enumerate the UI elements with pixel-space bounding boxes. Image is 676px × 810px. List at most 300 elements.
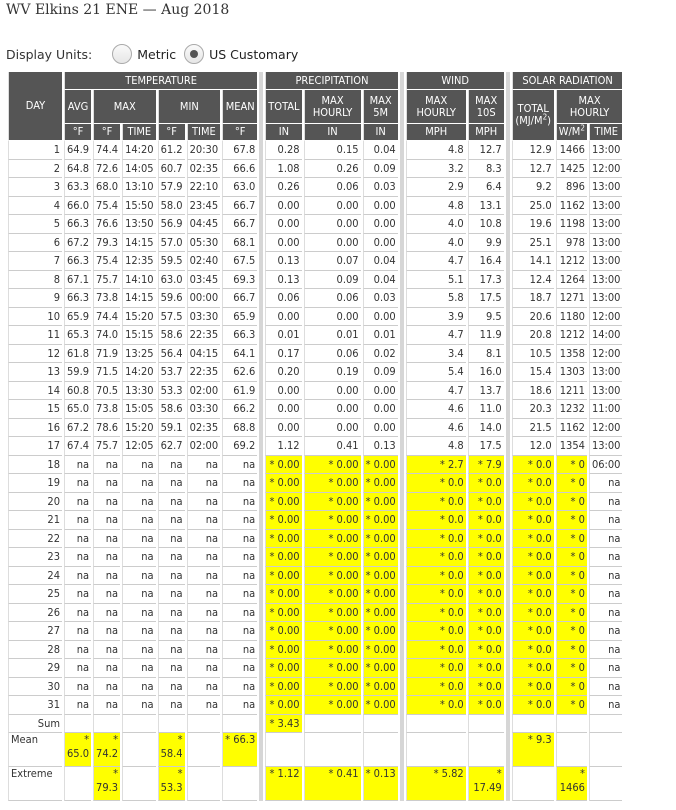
cell-avg: 67.2 bbox=[64, 234, 91, 253]
cell-min-time: 22:10 bbox=[187, 178, 221, 197]
cell-w-10s: * 0.0 bbox=[468, 659, 504, 678]
cell-p-5m: 0.00 bbox=[363, 215, 398, 234]
table-row bbox=[8, 382, 622, 401]
cell-min: na bbox=[158, 567, 185, 586]
cell-day: 26 bbox=[8, 604, 62, 623]
solar-total-header: TOTAL $(MJ/M^2)$ bbox=[512, 90, 554, 141]
cell-w-hourly: 4.8 bbox=[406, 197, 466, 216]
cell-s-time: 13:00 bbox=[589, 141, 623, 160]
cell-p-5m: 0.04 bbox=[363, 271, 398, 290]
cell-w-10s: 10.8 bbox=[468, 215, 504, 234]
cell-mean: 62.6 bbox=[222, 363, 257, 382]
table-row bbox=[8, 363, 622, 382]
table-row bbox=[8, 548, 622, 567]
table-row bbox=[8, 696, 622, 715]
cell-avg: 65.9 bbox=[64, 308, 91, 327]
cell-s-max: * 0 bbox=[556, 585, 587, 604]
extreme-wind-hourly: * 5.82 bbox=[406, 767, 466, 801]
cell-s-time: na bbox=[589, 641, 623, 660]
cell-avg: na bbox=[64, 678, 91, 697]
cell-max-time: 12:35 bbox=[122, 252, 156, 271]
table-row bbox=[8, 622, 622, 641]
mean-mean: * 66.3 bbox=[222, 733, 257, 767]
cell-w-10s: 16.0 bbox=[468, 363, 504, 382]
unit-precip-5m: IN bbox=[363, 124, 398, 141]
cell-min-time: 03:45 bbox=[187, 271, 221, 290]
cell-max: 75.4 bbox=[93, 197, 120, 216]
cell-avg: 67.1 bbox=[64, 271, 91, 290]
cell-s-total: 25.0 bbox=[512, 197, 554, 216]
cell-min-time: na bbox=[187, 474, 221, 493]
cell-min-time: na bbox=[187, 696, 221, 715]
cell-p-total: * 0.00 bbox=[265, 548, 301, 567]
cell-min-time: 02:00 bbox=[187, 382, 221, 401]
cell-min: na bbox=[158, 511, 185, 530]
cell-s-time: 06:00 bbox=[589, 456, 623, 475]
cell-max: na bbox=[93, 456, 120, 475]
cell-p-5m: 0.02 bbox=[363, 345, 398, 364]
cell-p-hourly: 0.00 bbox=[304, 382, 361, 401]
wind-max-10s-header: MAX 10S bbox=[468, 90, 504, 124]
cell-max: 75.4 bbox=[93, 252, 120, 271]
cell-min: 58.6 bbox=[158, 400, 185, 419]
solar-max-hourly-header: MAX HOURLY bbox=[556, 90, 623, 124]
precipitation-header: PRECIPITATION bbox=[265, 72, 397, 90]
cell-s-total: 9.2 bbox=[512, 178, 554, 197]
table-row bbox=[8, 659, 622, 678]
cell-min: na bbox=[158, 530, 185, 549]
cell-s-total: * 0.0 bbox=[512, 511, 554, 530]
cell-s-max: * 0 bbox=[556, 604, 587, 623]
cell-mean: na bbox=[222, 511, 257, 530]
cell-s-time: 13:00 bbox=[589, 382, 623, 401]
cell-max: na bbox=[93, 678, 120, 697]
cell-p-hourly: * 0.00 bbox=[304, 696, 361, 715]
cell-p-5m: 0.03 bbox=[363, 289, 398, 308]
cell-avg: na bbox=[64, 567, 91, 586]
cell-max-time: na bbox=[122, 622, 156, 641]
wind-header: WIND bbox=[406, 72, 504, 90]
cell-s-time: 13:00 bbox=[589, 178, 623, 197]
cell-s-total: * 0.0 bbox=[512, 585, 554, 604]
cell-min: 62.7 bbox=[158, 437, 185, 456]
cell-w-hourly: 4.0 bbox=[406, 234, 466, 253]
cell-s-max: 1232 bbox=[556, 400, 587, 419]
cell-s-max: * 0 bbox=[556, 641, 587, 660]
cell-avg: na bbox=[64, 641, 91, 660]
cell-p-total: 0.00 bbox=[265, 308, 301, 327]
cell-p-hourly: * 0.00 bbox=[304, 530, 361, 549]
cell-max-time: 15:20 bbox=[122, 419, 156, 438]
cell-mean: 66.6 bbox=[222, 160, 257, 179]
display-units-label: Display Units: bbox=[6, 46, 93, 62]
cell-w-hourly: 5.1 bbox=[406, 271, 466, 290]
cell-mean: na bbox=[222, 604, 257, 623]
cell-s-time: na bbox=[589, 474, 623, 493]
cell-max-time: 14:10 bbox=[122, 271, 156, 290]
cell-p-total: 0.20 bbox=[265, 363, 301, 382]
cell-p-hourly: 0.41 bbox=[304, 437, 361, 456]
cell-mean: na bbox=[222, 530, 257, 549]
cell-max-time: na bbox=[122, 641, 156, 660]
cell-s-time: 13:00 bbox=[589, 234, 623, 253]
table-row bbox=[8, 493, 622, 512]
extreme-wind-10s: * 17.49 bbox=[468, 767, 504, 801]
cell-max: 68.0 bbox=[93, 178, 120, 197]
cell-p-total: * 0.00 bbox=[265, 641, 301, 660]
cell-max-time: 13:30 bbox=[122, 382, 156, 401]
table-row bbox=[8, 456, 622, 475]
cell-p-hourly: * 0.00 bbox=[304, 493, 361, 512]
cell-p-total: * 0.00 bbox=[265, 678, 301, 697]
cell-s-total: 19.6 bbox=[512, 215, 554, 234]
cell-p-hourly: * 0.00 bbox=[304, 604, 361, 623]
cell-p-hourly: 0.00 bbox=[304, 197, 361, 216]
cell-p-total: * 0.00 bbox=[265, 474, 301, 493]
cell-s-total: * 0.0 bbox=[512, 622, 554, 641]
cell-w-hourly: * 0.0 bbox=[406, 530, 466, 549]
cell-p-5m: * 0.00 bbox=[363, 604, 398, 623]
cell-w-10s: * 0.0 bbox=[468, 493, 504, 512]
us-customary-label[interactable]: US Customary bbox=[209, 46, 299, 62]
cell-avg: na bbox=[64, 474, 91, 493]
cell-day: 14 bbox=[8, 382, 62, 401]
cell-w-hourly: 5.8 bbox=[406, 289, 466, 308]
table-row bbox=[8, 345, 622, 364]
cell-s-max: 978 bbox=[556, 234, 587, 253]
cell-s-total: 10.5 bbox=[512, 345, 554, 364]
cell-s-time: 13:00 bbox=[589, 271, 623, 290]
table-row bbox=[8, 178, 622, 197]
cell-p-total: * 0.00 bbox=[265, 622, 301, 641]
cell-p-hourly: 0.06 bbox=[304, 178, 361, 197]
cell-min-time: 02:00 bbox=[187, 437, 221, 456]
cell-w-10s: 13.1 bbox=[468, 197, 504, 216]
unit-max-f: °F bbox=[93, 124, 120, 141]
table-row bbox=[8, 289, 622, 308]
table-row bbox=[8, 567, 622, 586]
cell-min: na bbox=[158, 622, 185, 641]
cell-w-hourly: * 0.0 bbox=[406, 548, 466, 567]
cell-max-time: na bbox=[122, 474, 156, 493]
cell-day: 18 bbox=[8, 456, 62, 475]
cell-avg: na bbox=[64, 456, 91, 475]
cell-w-10s: 11.9 bbox=[468, 326, 504, 345]
cell-p-5m: 0.00 bbox=[363, 197, 398, 216]
cell-mean: na bbox=[222, 493, 257, 512]
cell-s-time: 13:00 bbox=[589, 363, 623, 382]
cell-s-total: * 0.0 bbox=[512, 696, 554, 715]
summary-rows bbox=[8, 715, 622, 802]
cell-w-10s: * 7.9 bbox=[468, 456, 504, 475]
cell-day: 7 bbox=[8, 252, 62, 271]
cell-min-time: 05:30 bbox=[187, 234, 221, 253]
cell-max: 72.6 bbox=[93, 160, 120, 179]
cell-s-max: 1303 bbox=[556, 363, 587, 382]
cell-s-max: 1264 bbox=[556, 271, 587, 290]
cell-day: 30 bbox=[8, 678, 62, 697]
cell-w-hourly: 5.4 bbox=[406, 363, 466, 382]
cell-min: 57.0 bbox=[158, 234, 185, 253]
cell-p-total: * 0.00 bbox=[265, 493, 301, 512]
cell-s-total: * 0.0 bbox=[512, 604, 554, 623]
cell-w-hourly: * 0.0 bbox=[406, 585, 466, 604]
cell-s-max: * 0 bbox=[556, 493, 587, 512]
cell-max: 79.3 bbox=[93, 234, 120, 253]
cell-s-total: 12.9 bbox=[512, 141, 554, 160]
us-customary-radio[interactable] bbox=[184, 44, 204, 64]
cell-mean: 68.8 bbox=[222, 419, 257, 438]
cell-w-10s: 14.0 bbox=[468, 419, 504, 438]
cell-day: 17 bbox=[8, 437, 62, 456]
cell-s-max: 1211 bbox=[556, 382, 587, 401]
cell-p-hourly: 0.19 bbox=[304, 363, 361, 382]
cell-p-5m: 0.04 bbox=[363, 141, 398, 160]
cell-w-hourly: 4.6 bbox=[406, 400, 466, 419]
cell-min: na bbox=[158, 604, 185, 623]
cell-day: 5 bbox=[8, 215, 62, 234]
cell-p-5m: 0.13 bbox=[363, 437, 398, 456]
cell-p-5m: * 0.00 bbox=[363, 696, 398, 715]
cell-avg: na bbox=[64, 530, 91, 549]
cell-s-total: 12.0 bbox=[512, 437, 554, 456]
cell-mean: 64.1 bbox=[222, 345, 257, 364]
cell-s-max: * 0 bbox=[556, 678, 587, 697]
cell-p-5m: * 0.00 bbox=[363, 567, 398, 586]
mean-solar-total: * 9.3 bbox=[512, 733, 554, 767]
cell-day: 25 bbox=[8, 585, 62, 604]
cell-s-max: 1180 bbox=[556, 308, 587, 327]
cell-s-total: 14.1 bbox=[512, 252, 554, 271]
cell-w-10s: * 0.0 bbox=[468, 622, 504, 641]
cell-avg: 66.3 bbox=[64, 289, 91, 308]
cell-max-time: 14:15 bbox=[122, 289, 156, 308]
cell-day: 12 bbox=[8, 345, 62, 364]
cell-w-10s: 12.7 bbox=[468, 141, 504, 160]
cell-w-10s: 13.7 bbox=[468, 382, 504, 401]
table-row bbox=[8, 641, 622, 660]
table-row bbox=[8, 326, 622, 345]
cell-s-total: 12.7 bbox=[512, 160, 554, 179]
cell-max: 75.7 bbox=[93, 437, 120, 456]
cell-p-hourly: * 0.00 bbox=[304, 548, 361, 567]
table-row bbox=[8, 234, 622, 253]
cell-w-hourly: 4.8 bbox=[406, 141, 466, 160]
extreme-row bbox=[8, 767, 622, 801]
cell-day: 4 bbox=[8, 197, 62, 216]
cell-p-5m: * 0.00 bbox=[363, 659, 398, 678]
cell-w-hourly: 4.7 bbox=[406, 326, 466, 345]
cell-w-10s: * 0.0 bbox=[468, 511, 504, 530]
cell-mean: na bbox=[222, 456, 257, 475]
cell-p-total: 1.08 bbox=[265, 160, 301, 179]
unit-solar-wm2: $W/M^2$ bbox=[556, 124, 587, 141]
cell-s-time: 13:00 bbox=[589, 289, 623, 308]
cell-s-time: 13:00 bbox=[589, 437, 623, 456]
cell-mean: na bbox=[222, 622, 257, 641]
table-row bbox=[8, 308, 622, 327]
mean-row bbox=[8, 733, 622, 767]
cell-min-time: 23:45 bbox=[187, 197, 221, 216]
cell-p-total: * 0.00 bbox=[265, 696, 301, 715]
cell-w-10s: * 0.0 bbox=[468, 585, 504, 604]
cell-s-total: * 0.0 bbox=[512, 548, 554, 567]
cell-min: 59.5 bbox=[158, 252, 185, 271]
table-row bbox=[8, 141, 622, 160]
cell-max: na bbox=[93, 548, 120, 567]
cell-s-time: 12:00 bbox=[589, 345, 623, 364]
cell-min: 56.4 bbox=[158, 345, 185, 364]
cell-avg: na bbox=[64, 493, 91, 512]
cell-min-time: na bbox=[187, 641, 221, 660]
cell-w-hourly: 3.9 bbox=[406, 308, 466, 327]
cell-s-total: * 0.0 bbox=[512, 474, 554, 493]
cell-avg: 66.0 bbox=[64, 197, 91, 216]
extreme-solar-max: * 1466 bbox=[556, 767, 587, 801]
cell-day: 10 bbox=[8, 308, 62, 327]
metric-radio[interactable] bbox=[112, 44, 132, 64]
cell-p-hourly: * 0.00 bbox=[304, 641, 361, 660]
cell-avg: 66.3 bbox=[64, 215, 91, 234]
cell-day: 23 bbox=[8, 548, 62, 567]
cell-min: 63.0 bbox=[158, 271, 185, 290]
cell-max: na bbox=[93, 493, 120, 512]
cell-day: 2 bbox=[8, 160, 62, 179]
cell-min: na bbox=[158, 456, 185, 475]
temperature-header: TEMPERATURE bbox=[64, 72, 257, 90]
cell-day: 27 bbox=[8, 622, 62, 641]
unit-avg-f: °F bbox=[64, 124, 91, 141]
cell-w-hourly: * 0.0 bbox=[406, 696, 466, 715]
mean-avg: * 65.0 bbox=[64, 733, 91, 767]
cell-w-hourly: 4.8 bbox=[406, 437, 466, 456]
cell-max: na bbox=[93, 696, 120, 715]
cell-max: na bbox=[93, 604, 120, 623]
cell-max: 78.6 bbox=[93, 419, 120, 438]
cell-mean: na bbox=[222, 659, 257, 678]
cell-s-max: 1271 bbox=[556, 289, 587, 308]
cell-max-time: na bbox=[122, 511, 156, 530]
cell-p-5m: * 0.00 bbox=[363, 641, 398, 660]
cell-s-max: 1466 bbox=[556, 141, 587, 160]
cell-w-hourly: 4.7 bbox=[406, 252, 466, 271]
display-units bbox=[6, 44, 306, 64]
unit-wind-hourly: MPH bbox=[406, 124, 466, 141]
cell-w-10s: * 0.0 bbox=[468, 641, 504, 660]
cell-max: na bbox=[93, 585, 120, 604]
temp-avg-header: AVG bbox=[64, 90, 91, 124]
unit-wind-10s: MPH bbox=[468, 124, 504, 141]
cell-avg: 65.0 bbox=[64, 400, 91, 419]
cell-p-hourly: 0.00 bbox=[304, 308, 361, 327]
cell-p-5m: * 0.00 bbox=[363, 678, 398, 697]
cell-s-time: na bbox=[589, 530, 623, 549]
cell-p-total: 0.28 bbox=[265, 141, 301, 160]
cell-s-total: * 0.0 bbox=[512, 530, 554, 549]
cell-p-hourly: 0.09 bbox=[304, 271, 361, 290]
cell-day: 15 bbox=[8, 400, 62, 419]
cell-day: 3 bbox=[8, 178, 62, 197]
cell-p-total: 0.13 bbox=[265, 252, 301, 271]
cell-s-max: 896 bbox=[556, 178, 587, 197]
cell-min: na bbox=[158, 474, 185, 493]
cell-s-time: na bbox=[589, 678, 623, 697]
cell-p-hourly: * 0.00 bbox=[304, 622, 361, 641]
metric-label[interactable]: Metric bbox=[137, 46, 177, 62]
cell-p-5m: * 0.00 bbox=[363, 493, 398, 512]
cell-w-10s: * 0.0 bbox=[468, 696, 504, 715]
cell-p-5m: * 0.00 bbox=[363, 585, 398, 604]
cell-s-total: * 0.0 bbox=[512, 456, 554, 475]
unit-precip-hourly: IN bbox=[304, 124, 361, 141]
cell-avg: na bbox=[64, 659, 91, 678]
cell-max: 74.4 bbox=[93, 141, 120, 160]
daily-rows bbox=[8, 141, 622, 715]
cell-p-total: 0.06 bbox=[265, 289, 301, 308]
cell-p-hourly: * 0.00 bbox=[304, 678, 361, 697]
cell-mean: 69.2 bbox=[222, 437, 257, 456]
cell-s-max: 1354 bbox=[556, 437, 587, 456]
cell-s-total: 21.5 bbox=[512, 419, 554, 438]
cell-p-total: * 0.00 bbox=[265, 567, 301, 586]
cell-min-time: na bbox=[187, 493, 221, 512]
cell-s-time: na bbox=[589, 567, 623, 586]
cell-min: na bbox=[158, 641, 185, 660]
cell-avg: 65.3 bbox=[64, 326, 91, 345]
cell-max: na bbox=[93, 530, 120, 549]
cell-max-time: na bbox=[122, 678, 156, 697]
cell-mean: na bbox=[222, 678, 257, 697]
cell-w-hourly: 4.7 bbox=[406, 382, 466, 401]
cell-p-total: 1.12 bbox=[265, 437, 301, 456]
cell-avg: na bbox=[64, 548, 91, 567]
cell-max-time: 14:20 bbox=[122, 141, 156, 160]
wind-max-hourly-header: MAX HOURLY bbox=[406, 90, 466, 124]
cell-max-time: 14:05 bbox=[122, 160, 156, 179]
cell-min: 53.3 bbox=[158, 382, 185, 401]
cell-avg: 64.9 bbox=[64, 141, 91, 160]
cell-p-total: 0.00 bbox=[265, 382, 301, 401]
cell-day: 8 bbox=[8, 271, 62, 290]
cell-s-time: na bbox=[589, 511, 623, 530]
table-row bbox=[8, 437, 622, 456]
cell-p-5m: * 0.00 bbox=[363, 456, 398, 475]
cell-max: 73.8 bbox=[93, 400, 120, 419]
cell-min: na bbox=[158, 493, 185, 512]
cell-max: na bbox=[93, 474, 120, 493]
cell-mean: 66.7 bbox=[222, 215, 257, 234]
table-row bbox=[8, 474, 622, 493]
cell-min-time: na bbox=[187, 659, 221, 678]
cell-p-5m: 0.00 bbox=[363, 382, 398, 401]
cell-min-time: na bbox=[187, 622, 221, 641]
cell-max: 74.4 bbox=[93, 308, 120, 327]
cell-s-total: 18.6 bbox=[512, 382, 554, 401]
cell-s-max: 1212 bbox=[556, 326, 587, 345]
cell-max: 71.5 bbox=[93, 363, 120, 382]
cell-mean: 66.3 bbox=[222, 326, 257, 345]
cell-p-5m: 0.00 bbox=[363, 400, 398, 419]
cell-avg: 66.3 bbox=[64, 252, 91, 271]
cell-min-time: 03:30 bbox=[187, 400, 221, 419]
cell-w-10s: 8.1 bbox=[468, 345, 504, 364]
cell-p-hourly: 0.00 bbox=[304, 400, 361, 419]
cell-min: na bbox=[158, 548, 185, 567]
cell-p-5m: * 0.00 bbox=[363, 622, 398, 641]
cell-day: 9 bbox=[8, 289, 62, 308]
cell-avg: na bbox=[64, 622, 91, 641]
cell-p-hourly: 0.00 bbox=[304, 234, 361, 253]
